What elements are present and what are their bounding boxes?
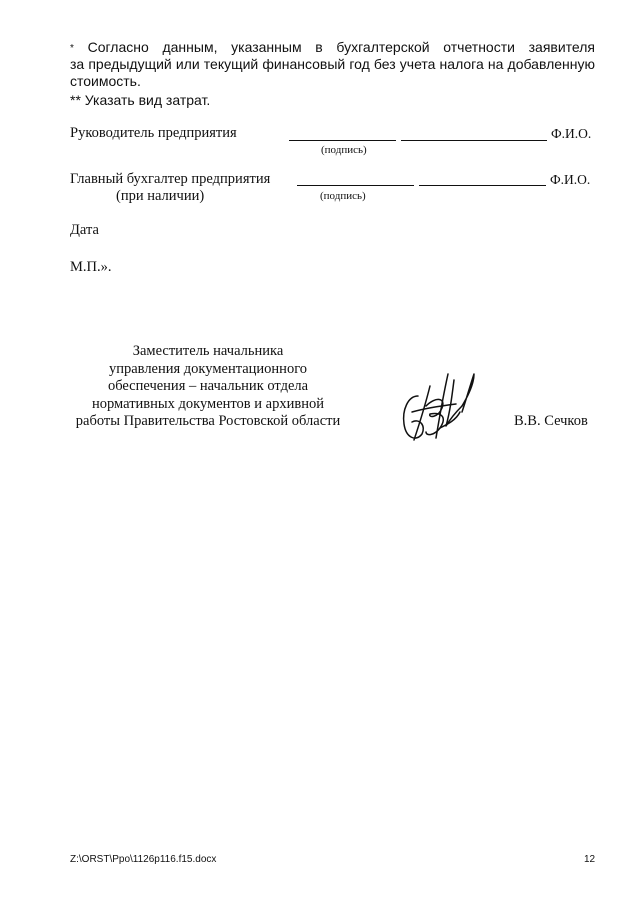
handwritten-signature xyxy=(396,366,480,448)
head-signature-line xyxy=(289,140,396,141)
accountant-signature-line xyxy=(297,185,414,186)
footnote-1-line-1 xyxy=(70,39,595,57)
head-label: Руководитель предприятия xyxy=(70,125,237,141)
footnote-marker: * xyxy=(70,43,74,54)
accountant-signature-caption: (подпись) xyxy=(320,190,366,202)
approver-line-3: обеспечения – начальник отдела xyxy=(107,378,309,394)
accountant-sublabel: (при наличии) xyxy=(116,188,205,204)
date-label: Дата xyxy=(70,222,99,238)
approver-line-2: управления документационного xyxy=(108,360,308,377)
stamp-label: М.П.». xyxy=(70,259,112,275)
approver-name: В.В. Сечков xyxy=(514,413,588,429)
head-name-line xyxy=(401,140,547,141)
footnote-1-line-3: стоимость. xyxy=(70,73,141,89)
footnote-1-line-2: за предыдущий или текущий финансовый год без учета налога на добавленную xyxy=(70,56,595,72)
head-signature-caption: (подпись) xyxy=(321,144,367,156)
approver-line-5: работы Правительства Ростовской области xyxy=(75,413,341,429)
approver-title xyxy=(70,343,346,431)
accountant-name-line xyxy=(419,185,546,186)
accountant-label: Главный бухгалтер предприятия xyxy=(70,171,271,187)
footer-file-path: Z:\ORST\Ppo\1126p116.f15.docx xyxy=(70,854,217,865)
approver-line-4: нормативных документов и архивной xyxy=(92,395,324,412)
footnote-2: ** Указать вид затрат. xyxy=(70,92,211,108)
head-fio-label: Ф.И.О. xyxy=(551,126,592,141)
footnote-1-text-1: Согласно данным, указанным в бухгалтерской отчетности заявителя xyxy=(87,39,596,55)
accountant-fio-label: Ф.И.О. xyxy=(550,172,591,187)
page-number: 12 xyxy=(584,854,596,865)
approver-line-1: Заместитель начальника xyxy=(132,343,284,359)
